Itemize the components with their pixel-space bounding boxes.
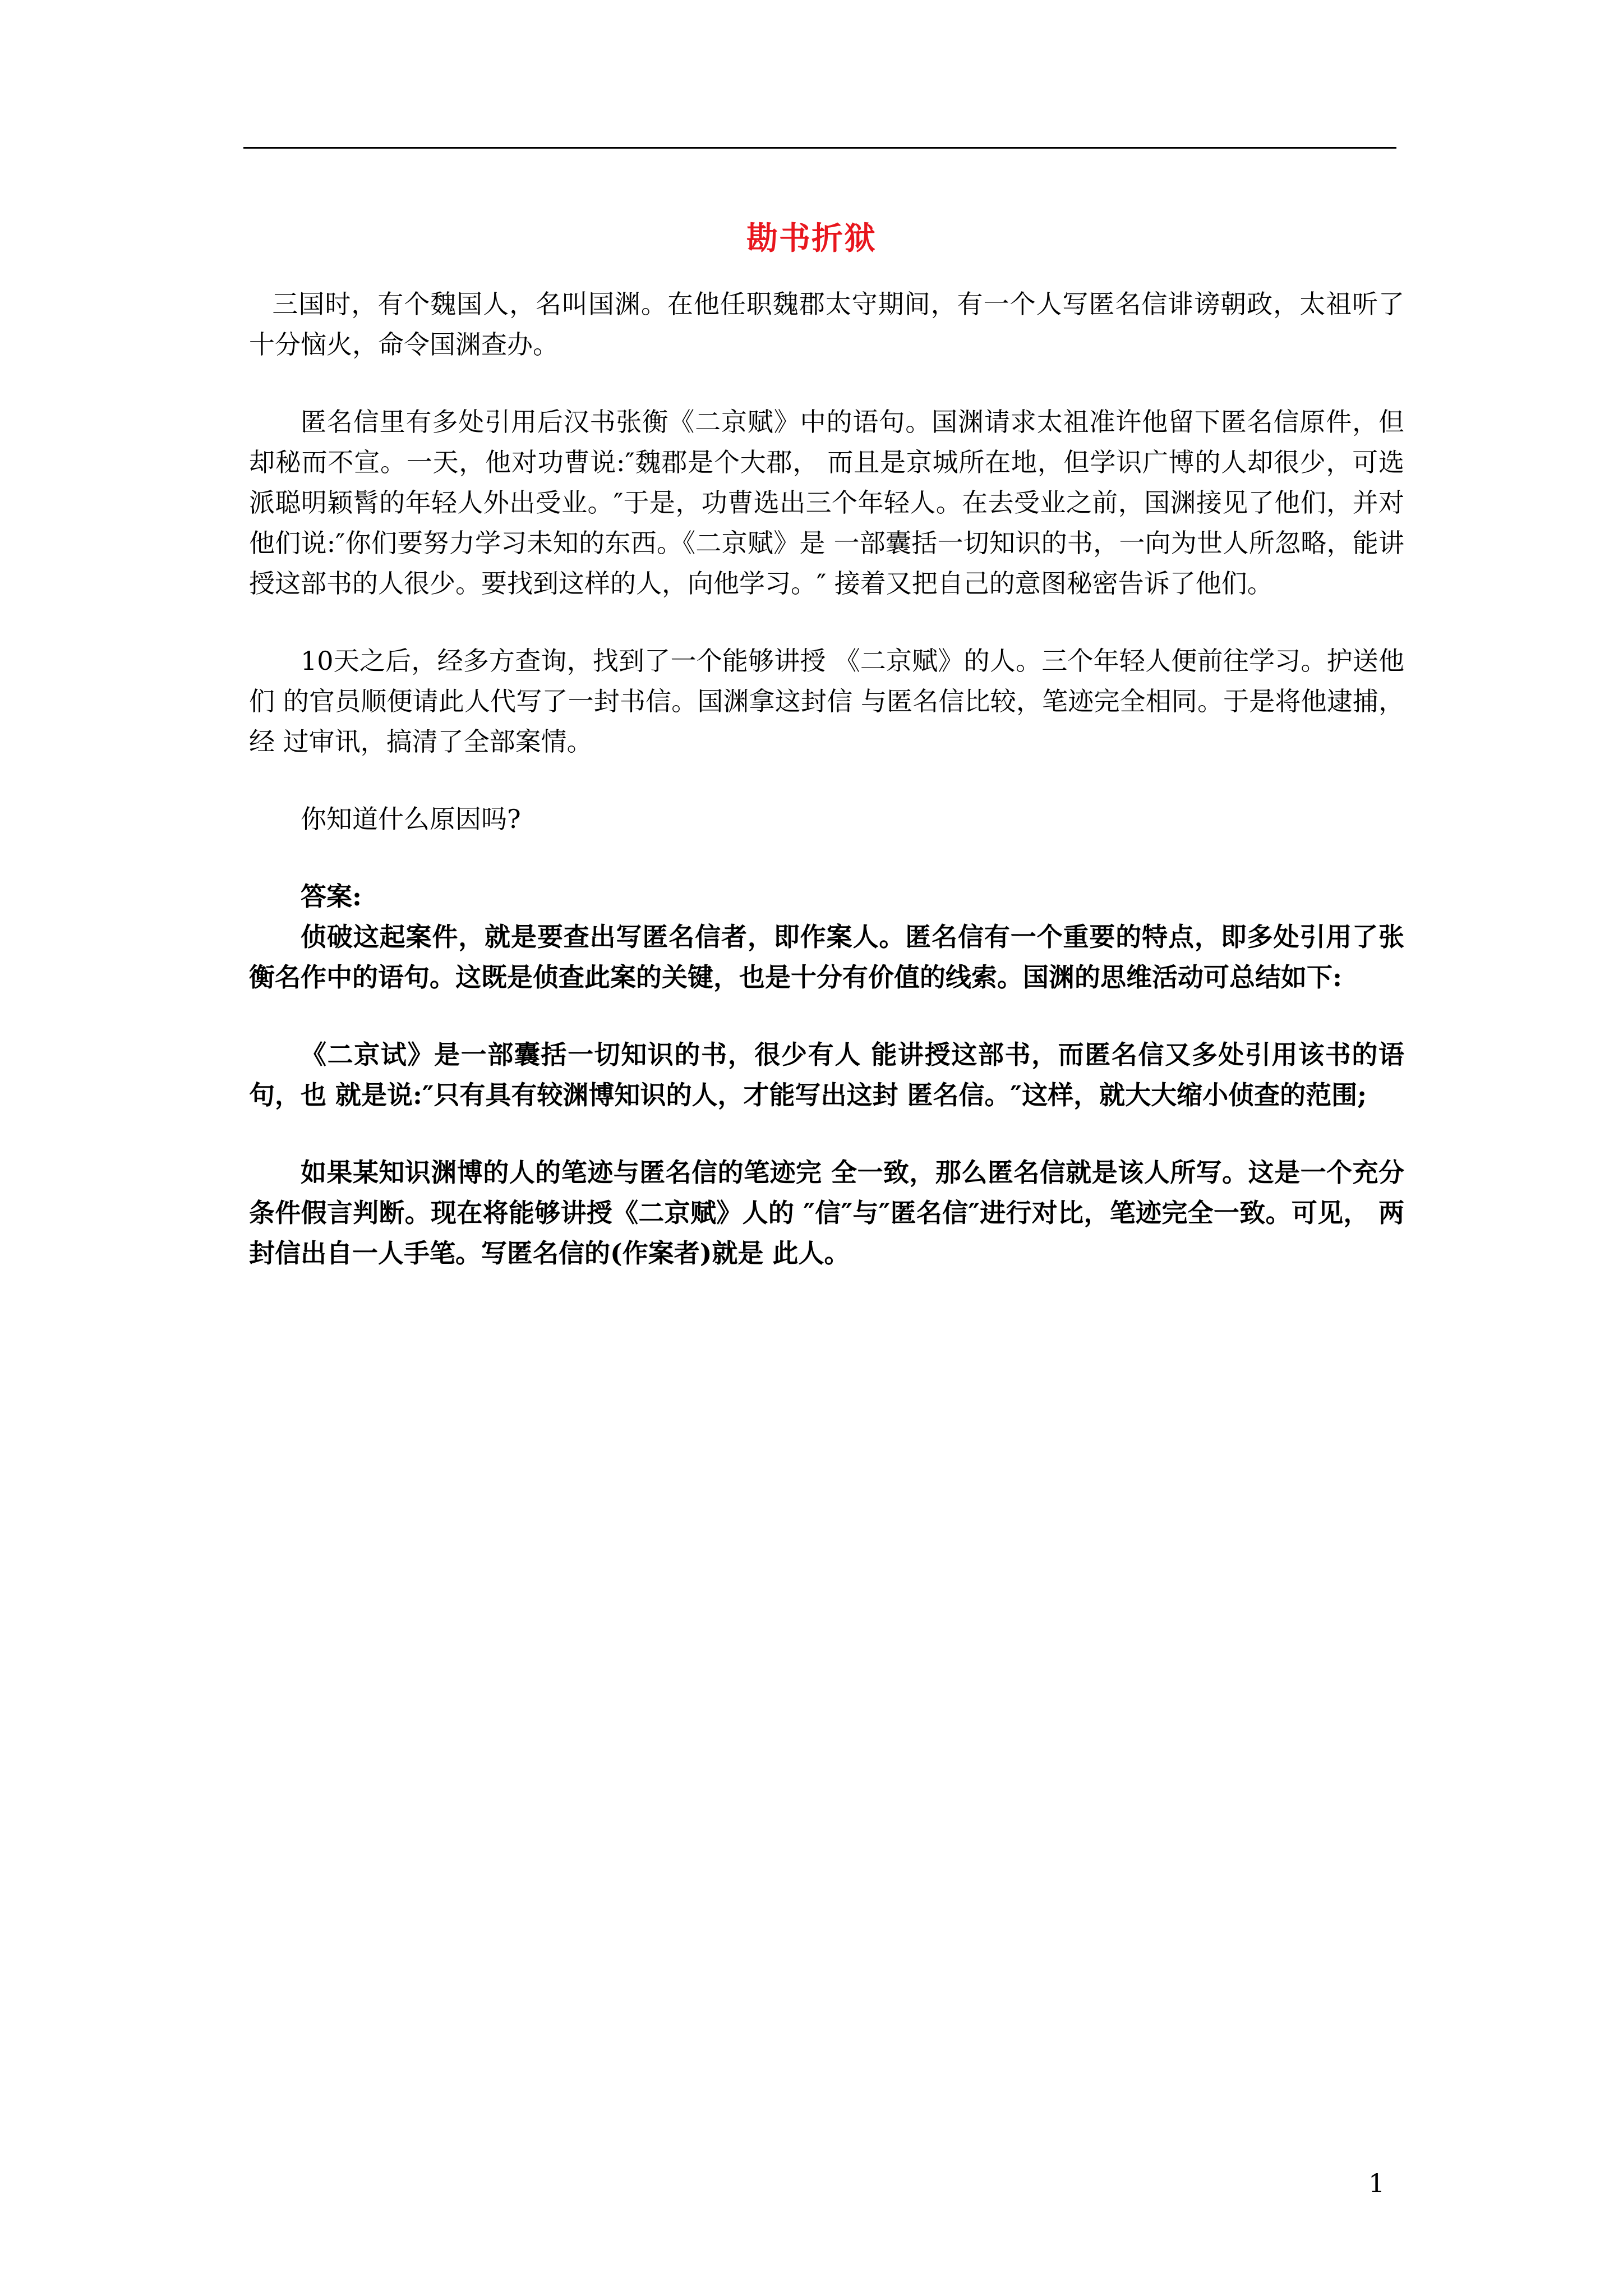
- document-body: [249, 284, 1404, 1273]
- page-number: 1: [1368, 2168, 1385, 2198]
- paragraph-resolution: 10天之后，经多方查询，找到了一个能够讲授 《二京赋》的人。三个年轻人便前往学习。护送他们 的官员顺便请此人代写了一封书信。国渊拿这封信 与匿名信比较，笔迹完全相同。于是将他逮捕，经 过审讯，搞清了全部案情。: [249, 646, 1404, 757]
- paragraph-investigation: 匿名信里有多处引用后汉书张衡《二京赋》中的语句。国渊请求太祖准许他留下匿名信原件，但 却秘而不宣。一天，他对功曹说:″魏郡是个大郡， 而且是京城所在地，但学识广博的人却很少，可选派聪明颖髾的年轻人外出受业。″于是，功曹选出三个年轻人。在去受业之前，国渊接见了他们，并对 他们说:″你们要努力学习未知的东西。《二京赋》是 一部囊括一切知识的书，一向为世人所忽略，能讲 授这部书的人很少。要找到这样的人，向他学习。″ 接着又把自己的意图秘密告诉了他们。: [249, 407, 1404, 599]
- answer-paragraph-1: 侦破这起案件，就是要查出写匿名信者，即作案人。匿名信有一个重要的特点，即多处引用了张衡名作中的语句。这既是侦查此案的关键，也是十分有价值的线索。国渊的思维活动可总结如下:: [249, 922, 1404, 992]
- paragraph-intro: 三国时，有个魏国人，名叫国渊。在他任职魏郡太守期间，有一个人写匿名信诽谤朝政，太祖听了十分恼火，命令国渊查办。: [249, 289, 1404, 360]
- answer-paragraph-3: 如果某知识渊博的人的笔迹与匿名信的笔迹完 全一致，那么匿名信就是该人所写。这是一个充分条件假言判断。现在将能够讲授《二京赋》人的 ″信″与″匿名信″进行对比，笔迹完全一致。可见， 两封信出自一人手笔。写匿名信的(作案者)就是 此人。: [249, 1157, 1404, 1268]
- document-title: 勘书折狱: [746, 220, 877, 257]
- answer-label: 答案:: [301, 881, 362, 912]
- header-rule: [243, 147, 1396, 149]
- answer-paragraph-2: 《二京试》是一部囊括一切知识的书，很少有人 能讲授这部书，而匿名信又多处引用该书的语句，也 就是说:″只有具有较渊博知识的人，才能写出这封 匿名信。″这样，就大大缩小侦查的范围;: [249, 1039, 1404, 1110]
- paragraph-question: 你知道什么原因吗?: [301, 804, 521, 834]
